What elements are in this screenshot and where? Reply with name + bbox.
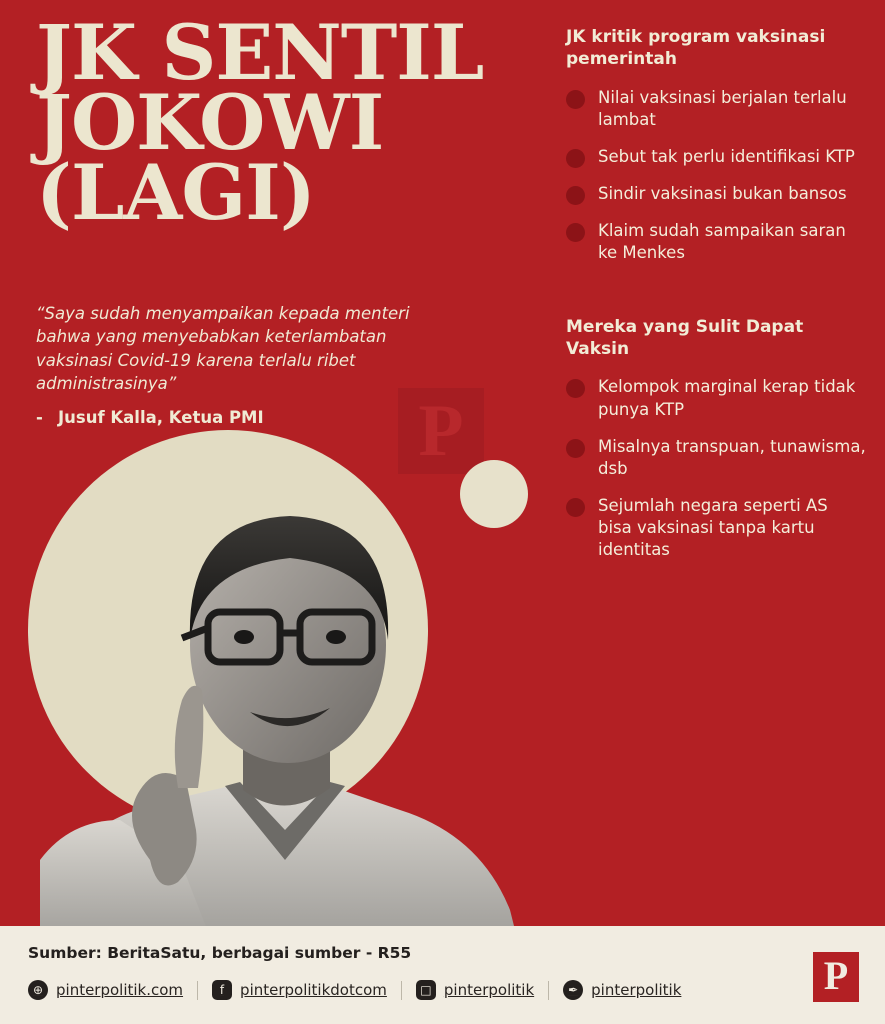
bullet-label: Sindir vaksinasi bukan bansos xyxy=(598,184,847,204)
instagram-icon: □ xyxy=(416,980,436,1000)
social-divider xyxy=(548,981,549,1000)
footer-bar xyxy=(0,926,885,1024)
portrait-photo xyxy=(0,390,560,950)
social-label-twitter: pinterpolitik xyxy=(591,981,682,999)
list-item xyxy=(566,376,866,420)
bullet-dot-icon xyxy=(566,379,585,398)
source-credit: Sumber: BeritaSatu, berbagai sumber - R55 xyxy=(28,944,412,962)
brand-logo xyxy=(813,952,859,1002)
bullet-dot-icon xyxy=(566,149,585,168)
bullet-dot-icon xyxy=(566,90,585,109)
social-divider xyxy=(197,981,198,1000)
globe-icon: ⊕ xyxy=(28,980,48,1000)
quote-block xyxy=(36,302,416,427)
social-label-website: pinterpolitik.com xyxy=(56,981,184,999)
bullet-dot-icon xyxy=(566,223,585,242)
list-item xyxy=(566,495,866,561)
quote-text: “Saya sudah menyampaikan kepada menteri bahwa yang menyebabkan keterlambatan vaksinasi Covid-19 karena terlalu ribet administrasinya” xyxy=(36,304,410,394)
bullet-label: Nilai vaksinasi berjalan terlalu lambat xyxy=(598,87,847,129)
section-criticism xyxy=(566,26,866,265)
list-item xyxy=(566,436,866,480)
social-link-instagram[interactable] xyxy=(416,980,534,1000)
section-title-hard-to-reach: Mereka yang Sulit Dapat Vaksin xyxy=(566,316,804,359)
headline xyxy=(36,8,556,237)
social-label-instagram: pinterpolitik xyxy=(443,981,535,999)
watermark-letter: P xyxy=(418,390,464,472)
bullet-label: Sejumlah negara seperti AS bisa vaksinasi tanpa kartu identitas xyxy=(598,495,828,560)
social-links xyxy=(28,980,681,1000)
social-link-website[interactable] xyxy=(28,980,183,1000)
list-item xyxy=(566,146,866,168)
bullet-dot-icon xyxy=(566,439,585,458)
bullet-dot-icon xyxy=(566,498,585,517)
headline-line-1: JK SENTIL xyxy=(36,8,484,97)
bullet-label: Misalnya transpuan, tunawisma, dsb xyxy=(598,436,866,478)
twitter-icon: ✒ xyxy=(563,980,583,1000)
attribution-name: Jusuf Kalla, Ketua PMI xyxy=(58,407,264,427)
section-spacer xyxy=(566,280,866,316)
section-title-criticism: JK kritik program vaksinasi pemerintah xyxy=(566,27,826,70)
facebook-icon: f xyxy=(212,980,232,1000)
social-label-facebook: pinterpolitikdotcom xyxy=(240,981,387,999)
social-divider xyxy=(401,981,402,1000)
attribution-dash: - xyxy=(36,407,43,427)
bullet-list-hard-to-reach xyxy=(566,376,866,561)
section-hard-to-reach xyxy=(566,316,866,562)
bullet-sections xyxy=(566,26,866,576)
bullet-label: Klaim sudah sampaikan saran ke Menkes xyxy=(598,221,846,263)
list-item xyxy=(566,87,866,131)
bullet-label: Sebut tak perlu identifikasi KTP xyxy=(598,147,855,167)
bullet-dot-icon xyxy=(566,186,585,205)
headline-line-2: JOKOWI xyxy=(36,77,384,167)
social-link-twitter[interactable] xyxy=(563,980,681,1000)
brand-logo-letter: P xyxy=(823,952,849,998)
bullet-label: Kelompok marginal kerap tidak punya KTP xyxy=(598,377,856,419)
list-item xyxy=(566,183,866,205)
headline-line-3: (LAGI) xyxy=(36,147,315,237)
list-item xyxy=(566,220,866,264)
social-link-facebook[interactable] xyxy=(212,980,387,1000)
quote-attribution xyxy=(36,408,416,427)
bullet-list-criticism xyxy=(566,87,866,265)
